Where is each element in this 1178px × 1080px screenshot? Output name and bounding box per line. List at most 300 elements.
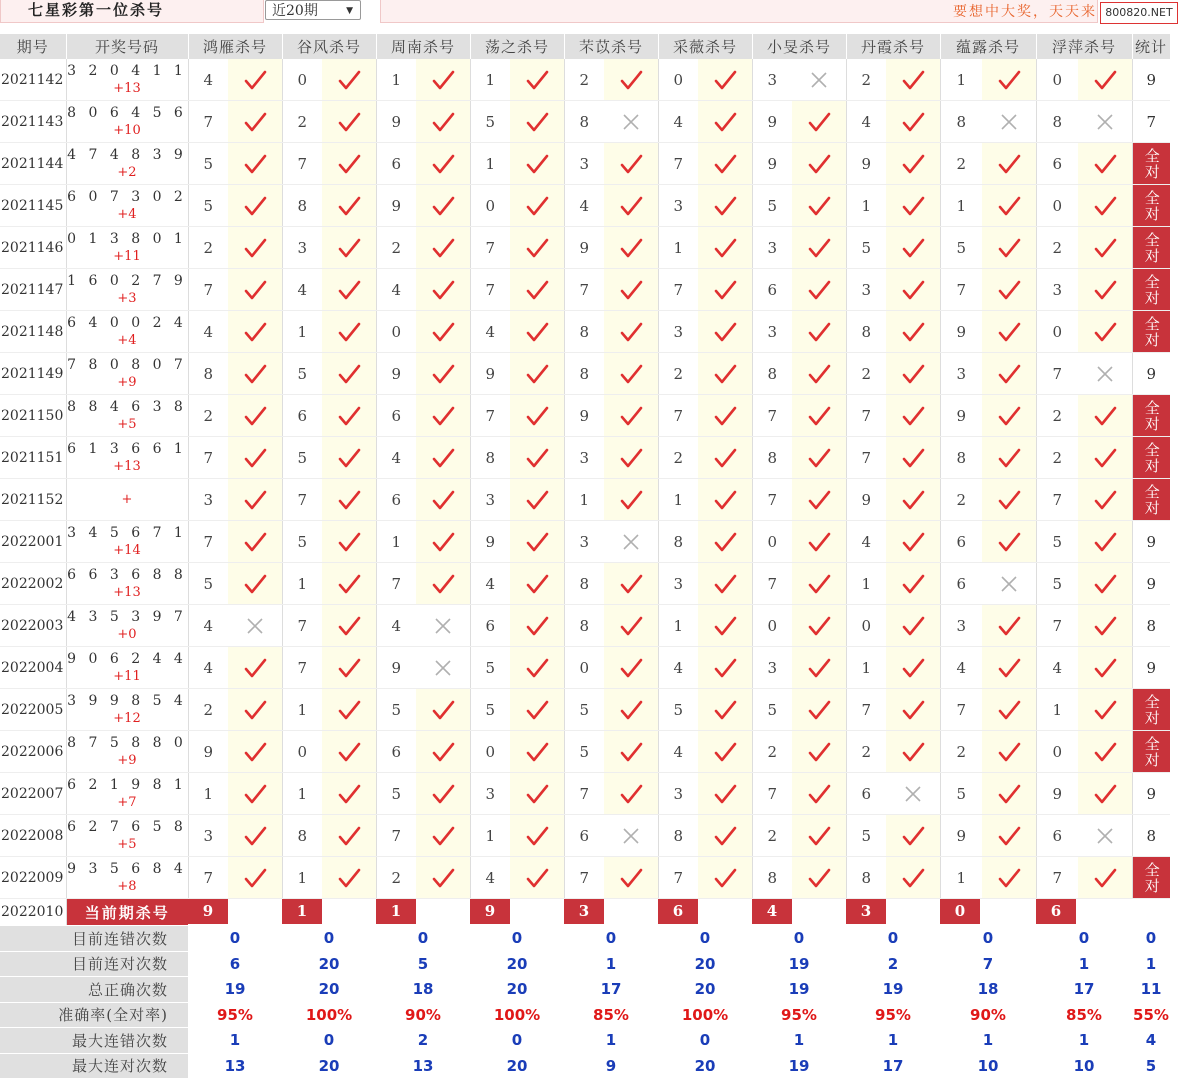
check-icon xyxy=(901,615,925,637)
check-icon xyxy=(997,69,1021,91)
kill-number: 8 xyxy=(752,353,792,395)
top-bar xyxy=(0,0,1178,34)
current-kill-spacer xyxy=(792,899,846,926)
current-kill-spacer xyxy=(604,899,658,926)
kill-number: 6 xyxy=(282,395,322,437)
result-correct xyxy=(886,269,940,311)
period-cell: 2021142 xyxy=(0,59,66,101)
stats-value: 7 xyxy=(940,951,1036,977)
current-kill-number: 4 xyxy=(752,899,792,924)
result-correct xyxy=(510,227,564,269)
check-icon xyxy=(337,615,361,637)
check-icon xyxy=(901,699,925,721)
check-icon xyxy=(337,111,361,133)
stats-value: 95% xyxy=(188,1002,282,1028)
result-correct xyxy=(1078,143,1132,185)
draw-cell xyxy=(66,185,188,227)
result-correct xyxy=(322,689,376,731)
result-correct xyxy=(228,479,282,521)
check-icon xyxy=(431,195,455,217)
header-expert: 浮萍杀号 xyxy=(1036,34,1132,59)
stat-count: 9 xyxy=(1132,59,1170,101)
kill-number: 6 xyxy=(1036,815,1078,857)
result-wrong xyxy=(886,773,940,815)
result-correct xyxy=(510,731,564,773)
check-icon xyxy=(1093,657,1117,679)
result-correct xyxy=(510,479,564,521)
result-correct xyxy=(604,605,658,647)
result-correct xyxy=(698,353,752,395)
check-icon xyxy=(901,363,925,385)
kill-number: 2 xyxy=(940,143,982,185)
result-wrong xyxy=(604,101,658,143)
stat-count: 9 xyxy=(1132,563,1170,605)
check-icon xyxy=(243,531,267,553)
result-correct xyxy=(416,227,470,269)
current-kill-number: 6 xyxy=(658,899,698,924)
header-period: 期号 xyxy=(0,34,66,59)
stats-value: 0 xyxy=(846,926,940,952)
period-cell: 2021150 xyxy=(0,395,66,437)
result-correct xyxy=(792,563,846,605)
draw-sum: +13 xyxy=(113,80,141,96)
table-row xyxy=(0,563,1170,605)
check-icon xyxy=(525,237,549,259)
kill-number: 8 xyxy=(188,353,228,395)
stats-value: 19 xyxy=(752,1053,846,1079)
kill-number: 5 xyxy=(376,773,416,815)
kill-number: 2 xyxy=(282,101,322,143)
stat-count: 7 xyxy=(1132,101,1170,143)
period-cell: 2022006 xyxy=(0,731,66,773)
current-kill-cell xyxy=(564,899,604,926)
current-kill-cell xyxy=(282,899,322,926)
result-correct xyxy=(698,143,752,185)
check-icon xyxy=(619,237,643,259)
stats-value: 1 xyxy=(564,951,658,977)
current-kill-number: 0 xyxy=(940,899,980,924)
kill-number: 7 xyxy=(1036,479,1078,521)
result-correct xyxy=(698,185,752,227)
kill-number: 8 xyxy=(940,437,982,479)
stats-value: 0 xyxy=(188,926,282,952)
kill-number: 2 xyxy=(846,731,886,773)
result-correct xyxy=(604,437,658,479)
kill-number: 3 xyxy=(658,185,698,227)
result-correct xyxy=(228,227,282,269)
stats-value: 2 xyxy=(846,951,940,977)
kill-number: 1 xyxy=(1036,689,1078,731)
check-icon xyxy=(337,531,361,553)
stats-value: 1 xyxy=(752,1028,846,1054)
check-icon xyxy=(807,405,831,427)
kill-number: 1 xyxy=(846,647,886,689)
period-cell: 2022007 xyxy=(0,773,66,815)
result-correct xyxy=(698,101,752,143)
result-correct xyxy=(1078,857,1132,899)
stats-row xyxy=(0,926,1170,952)
kill-number: 7 xyxy=(282,143,322,185)
kill-number: 7 xyxy=(282,647,322,689)
current-kill-cell xyxy=(188,899,228,926)
cross-icon xyxy=(433,616,453,636)
check-icon xyxy=(525,573,549,595)
kill-number: 8 xyxy=(564,101,604,143)
result-correct xyxy=(604,395,658,437)
stats-value: 0 xyxy=(564,926,658,952)
stats-value: 85% xyxy=(1036,1002,1132,1028)
draw-numbers: 6 6 3 6 8 8 xyxy=(67,566,187,583)
header-expert: 谷风杀号 xyxy=(282,34,376,59)
result-correct xyxy=(982,605,1036,647)
kill-number: 1 xyxy=(282,857,322,899)
stat-all-correct: 全对 xyxy=(1132,437,1170,479)
check-icon xyxy=(431,531,455,553)
current-kill-spacer xyxy=(698,899,752,926)
kill-number: 1 xyxy=(658,227,698,269)
kill-number: 4 xyxy=(846,101,886,143)
cross-icon xyxy=(245,616,265,636)
kill-number: 7 xyxy=(658,143,698,185)
result-correct xyxy=(886,185,940,227)
kill-number: 3 xyxy=(658,563,698,605)
kill-number: 1 xyxy=(282,773,322,815)
check-icon xyxy=(901,279,925,301)
draw-sum: +10 xyxy=(113,122,141,138)
kill-number: 8 xyxy=(658,521,698,563)
current-kill-row xyxy=(0,899,1170,926)
stats-value: 10 xyxy=(940,1053,1036,1079)
check-icon xyxy=(1093,237,1117,259)
draw-sum: +5 xyxy=(117,836,137,852)
result-correct xyxy=(604,143,658,185)
stats-label: 最大连对次数 xyxy=(0,1053,188,1079)
stats-value: 0 xyxy=(1132,926,1170,952)
check-icon xyxy=(337,699,361,721)
result-correct xyxy=(698,227,752,269)
check-icon xyxy=(337,237,361,259)
check-icon xyxy=(243,321,267,343)
kill-number: 8 xyxy=(846,857,886,899)
check-icon xyxy=(997,321,1021,343)
current-kill-number: 3 xyxy=(846,899,886,924)
result-correct xyxy=(886,437,940,479)
period-cell: 2022004 xyxy=(0,647,66,689)
result-correct xyxy=(1078,521,1132,563)
kill-number: 3 xyxy=(564,143,604,185)
check-icon xyxy=(1093,279,1117,301)
kill-number-table xyxy=(0,34,1171,1079)
draw-sum: +7 xyxy=(117,794,137,810)
stats-row xyxy=(0,977,1170,1003)
draw-numbers: 6 2 7 6 5 8 xyxy=(67,818,187,835)
result-correct xyxy=(322,437,376,479)
check-icon xyxy=(997,237,1021,259)
kill-number: 6 xyxy=(376,479,416,521)
result-correct xyxy=(982,395,1036,437)
kill-number: 8 xyxy=(846,311,886,353)
result-correct xyxy=(322,479,376,521)
kill-number: 4 xyxy=(470,311,510,353)
table-row xyxy=(0,857,1170,899)
kill-number: 5 xyxy=(470,647,510,689)
result-correct xyxy=(510,59,564,101)
check-icon xyxy=(337,195,361,217)
check-icon xyxy=(997,153,1021,175)
kill-number: 9 xyxy=(470,353,510,395)
result-correct xyxy=(416,773,470,815)
table-row xyxy=(0,731,1170,773)
result-correct xyxy=(228,437,282,479)
check-icon xyxy=(525,405,549,427)
result-correct xyxy=(228,773,282,815)
stats-value: 1 xyxy=(940,1028,1036,1054)
check-icon xyxy=(997,699,1021,721)
result-correct xyxy=(886,605,940,647)
check-icon xyxy=(997,405,1021,427)
kill-number: 7 xyxy=(188,857,228,899)
result-correct xyxy=(322,647,376,689)
stats-value: 13 xyxy=(188,1053,282,1079)
check-icon xyxy=(713,825,737,847)
stats-value: 0 xyxy=(658,926,752,952)
result-correct xyxy=(792,857,846,899)
kill-number: 9 xyxy=(1036,773,1078,815)
check-icon xyxy=(807,447,831,469)
result-correct xyxy=(322,395,376,437)
check-icon xyxy=(431,741,455,763)
kill-number: 7 xyxy=(470,395,510,437)
check-icon xyxy=(243,741,267,763)
result-correct xyxy=(416,437,470,479)
check-icon xyxy=(807,867,831,889)
table-row xyxy=(0,311,1170,353)
check-icon xyxy=(337,153,361,175)
stats-value: 18 xyxy=(940,977,1036,1003)
period-range-select[interactable] xyxy=(265,0,361,20)
check-icon xyxy=(619,195,643,217)
check-icon xyxy=(337,405,361,427)
result-correct xyxy=(886,479,940,521)
kill-number: 5 xyxy=(188,185,228,227)
draw-numbers: 6 0 7 3 0 2 xyxy=(67,188,187,205)
kill-number: 6 xyxy=(1036,143,1078,185)
result-correct xyxy=(416,521,470,563)
result-correct xyxy=(982,521,1036,563)
draw-numbers: 4 7 4 8 3 9 xyxy=(67,146,187,163)
stats-label: 目前连对次数 xyxy=(0,951,188,977)
result-correct xyxy=(1078,311,1132,353)
stat-all-correct: 全对 xyxy=(1132,689,1170,731)
stats-value: 20 xyxy=(282,1053,376,1079)
stats-value: 5 xyxy=(376,951,470,977)
draw-sum: +4 xyxy=(117,332,137,348)
result-correct xyxy=(1078,59,1132,101)
check-icon xyxy=(901,531,925,553)
result-correct xyxy=(792,185,846,227)
result-correct xyxy=(1078,269,1132,311)
check-icon xyxy=(619,573,643,595)
check-icon xyxy=(713,657,737,679)
result-correct xyxy=(982,479,1036,521)
stats-value: 100% xyxy=(658,1002,752,1028)
check-icon xyxy=(337,657,361,679)
period-cell: 2021149 xyxy=(0,353,66,395)
check-icon xyxy=(431,111,455,133)
kill-number: 5 xyxy=(188,143,228,185)
table-row xyxy=(0,773,1170,815)
kill-number: 3 xyxy=(658,311,698,353)
kill-number: 9 xyxy=(470,521,510,563)
result-correct xyxy=(228,731,282,773)
draw-sum: +13 xyxy=(113,584,141,600)
check-icon xyxy=(337,69,361,91)
draw-sum: +5 xyxy=(117,416,137,432)
draw-cell xyxy=(66,563,188,605)
kill-number: 9 xyxy=(846,143,886,185)
result-correct xyxy=(792,731,846,773)
stats-value: 1 xyxy=(1036,951,1132,977)
check-icon xyxy=(243,825,267,847)
draw-cell xyxy=(66,647,188,689)
kill-number: 7 xyxy=(658,269,698,311)
cross-icon xyxy=(809,70,829,90)
kill-number: 2 xyxy=(940,479,982,521)
kill-number: 2 xyxy=(1036,395,1078,437)
result-correct xyxy=(698,647,752,689)
result-correct xyxy=(510,815,564,857)
check-icon xyxy=(713,279,737,301)
kill-number: 8 xyxy=(752,437,792,479)
stats-value: 20 xyxy=(470,1053,564,1079)
result-correct xyxy=(322,563,376,605)
site-domain-badge[interactable]: 800820.NET xyxy=(1100,2,1178,24)
result-correct xyxy=(698,563,752,605)
stats-value: 20 xyxy=(658,1053,752,1079)
stats-value: 4 xyxy=(1132,1028,1170,1054)
kill-number: 2 xyxy=(846,353,886,395)
check-icon xyxy=(1093,153,1117,175)
kill-number: 2 xyxy=(1036,437,1078,479)
check-icon xyxy=(337,783,361,805)
result-correct xyxy=(228,689,282,731)
cross-icon xyxy=(621,112,641,132)
check-icon xyxy=(713,405,737,427)
result-correct xyxy=(228,857,282,899)
marquee-banner xyxy=(380,0,1098,23)
result-correct xyxy=(416,101,470,143)
stat-all-correct: 全对 xyxy=(1132,479,1170,521)
draw-cell xyxy=(66,437,188,479)
kill-number: 0 xyxy=(1036,731,1078,773)
period-cell: 2021151 xyxy=(0,437,66,479)
check-icon xyxy=(525,657,549,679)
kill-number: 7 xyxy=(846,437,886,479)
check-icon xyxy=(243,69,267,91)
kill-number: 7 xyxy=(846,689,886,731)
result-correct xyxy=(982,857,1036,899)
stats-value: 0 xyxy=(470,926,564,952)
check-icon xyxy=(337,363,361,385)
check-icon xyxy=(997,615,1021,637)
result-wrong xyxy=(228,605,282,647)
table-row xyxy=(0,437,1170,479)
kill-number: 7 xyxy=(188,521,228,563)
stats-value: 5 xyxy=(1132,1053,1170,1079)
result-correct xyxy=(510,521,564,563)
check-icon xyxy=(431,783,455,805)
check-icon xyxy=(431,363,455,385)
check-icon xyxy=(997,447,1021,469)
draw-sum: +0 xyxy=(117,626,137,642)
result-correct xyxy=(322,143,376,185)
result-correct xyxy=(698,521,752,563)
result-correct xyxy=(604,227,658,269)
result-correct xyxy=(982,269,1036,311)
draw-sum: +11 xyxy=(113,668,141,684)
kill-number: 7 xyxy=(188,437,228,479)
check-icon xyxy=(997,531,1021,553)
stats-value: 1 xyxy=(1036,1028,1132,1054)
check-icon xyxy=(619,321,643,343)
kill-number: 7 xyxy=(564,773,604,815)
kill-number: 5 xyxy=(658,689,698,731)
draw-cell xyxy=(66,227,188,269)
result-correct xyxy=(792,227,846,269)
result-correct xyxy=(982,227,1036,269)
check-icon xyxy=(901,741,925,763)
kill-number: 3 xyxy=(846,269,886,311)
check-icon xyxy=(713,489,737,511)
check-icon xyxy=(1093,489,1117,511)
stats-label: 目前连错次数 xyxy=(0,926,188,952)
kill-number: 9 xyxy=(752,101,792,143)
check-icon xyxy=(997,279,1021,301)
kill-number: 9 xyxy=(188,731,228,773)
kill-number: 0 xyxy=(752,605,792,647)
check-icon xyxy=(997,489,1021,511)
kill-number: 5 xyxy=(752,689,792,731)
kill-number: 3 xyxy=(470,479,510,521)
kill-number: 7 xyxy=(752,479,792,521)
result-correct xyxy=(792,437,846,479)
kill-number: 2 xyxy=(752,731,792,773)
table-row xyxy=(0,59,1170,101)
kill-number: 0 xyxy=(1036,185,1078,227)
kill-number: 4 xyxy=(376,605,416,647)
result-correct xyxy=(510,143,564,185)
stats-value: 20 xyxy=(282,951,376,977)
check-icon xyxy=(619,447,643,469)
result-correct xyxy=(982,59,1036,101)
result-wrong xyxy=(416,605,470,647)
draw-numbers: 8 0 6 4 5 6 xyxy=(67,104,187,121)
check-icon xyxy=(807,153,831,175)
stats-value: 9 xyxy=(564,1053,658,1079)
check-icon xyxy=(431,279,455,301)
result-correct xyxy=(604,773,658,815)
stat-all-correct: 全对 xyxy=(1132,269,1170,311)
check-icon xyxy=(807,741,831,763)
result-correct xyxy=(1078,605,1132,647)
stats-value: 17 xyxy=(1036,977,1132,1003)
stats-label: 准确率(全对率) xyxy=(0,1002,188,1028)
result-correct xyxy=(604,479,658,521)
draw-cell xyxy=(66,731,188,773)
kill-number: 7 xyxy=(376,815,416,857)
check-icon xyxy=(525,363,549,385)
kill-number: 7 xyxy=(188,101,228,143)
